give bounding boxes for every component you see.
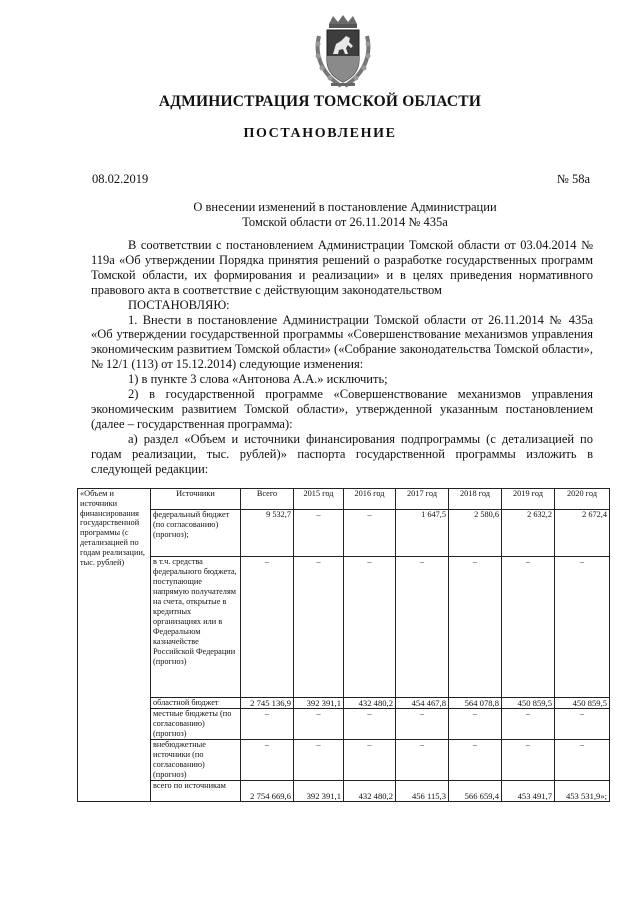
body-paragraph: 1. Внести в постановление Администрации Томской области от 26.11.2014 № 435а «Об утверждении государственной программы «Совершенствование механизмов управления экономическим развитием Томской области» («Собрание законодательства Томской области», № 12/1 (113) от 15.12.2014) следующие изменения: bbox=[91, 312, 593, 372]
value-cell: – bbox=[344, 557, 396, 698]
value-cell: – bbox=[241, 709, 294, 740]
value-cell: – bbox=[344, 740, 396, 781]
source-cell: местные бюджеты (по согласованию) (прогноз) bbox=[151, 709, 241, 740]
table-row bbox=[78, 709, 610, 740]
body-paragraph: ПОСТАНОВЛЯЮ: bbox=[128, 297, 230, 312]
document-date: 08.02.2019 bbox=[92, 172, 149, 186]
source-cell: областной бюджет bbox=[151, 698, 241, 709]
value-cell: 2 754 669,6 bbox=[241, 781, 294, 802]
value-cell: – bbox=[555, 740, 610, 781]
value-cell: – bbox=[555, 557, 610, 698]
value-cell: – bbox=[502, 709, 555, 740]
organization-title: АДМИНИСТРАЦИЯ ТОМСКОЙ ОБЛАСТИ bbox=[158, 93, 482, 110]
financing-table bbox=[77, 488, 610, 802]
table-row bbox=[78, 740, 610, 781]
subject-line: Томской области от 26.11.2014 № 435а bbox=[242, 215, 448, 229]
value-cell: 450 859,5 bbox=[502, 698, 555, 709]
body-paragraph: а) раздел «Объем и источники финансирования подпрограммы (с детализацией по годам реализации, тыс. рублей)» паспорта государственной программы изложить в следующей редакции: bbox=[91, 431, 593, 476]
table-header-cell: 2020 год bbox=[555, 489, 610, 510]
value-cell: – bbox=[344, 709, 396, 740]
document-body bbox=[91, 238, 593, 477]
value-cell: 9 532,7 bbox=[241, 510, 294, 557]
table-header-cell: Всего bbox=[241, 489, 294, 510]
table-header-cell: 2015 год bbox=[294, 489, 344, 510]
value-cell: 456 115,3 bbox=[396, 781, 449, 802]
value-cell: 453 531,9»; bbox=[555, 781, 610, 802]
value-cell: – bbox=[396, 740, 449, 781]
table-lead-cell: «Объем и источники финансирования государственной программы (с детализацией по годам реализации, тыс. рублей) bbox=[78, 489, 151, 802]
value-cell: – bbox=[241, 557, 294, 698]
table-row bbox=[78, 781, 610, 802]
value-cell: 2 745 136,9 bbox=[241, 698, 294, 709]
subject-line: О внесении изменений в постановление Администрации bbox=[193, 200, 497, 214]
value-cell: 432 480,2 bbox=[344, 781, 396, 802]
table-header-cell: Источники bbox=[151, 489, 241, 510]
value-cell: 453 491,7 bbox=[502, 781, 555, 802]
table-row bbox=[78, 698, 610, 709]
table-header-cell: 2018 год bbox=[449, 489, 502, 510]
table-header-row bbox=[78, 489, 610, 510]
value-cell: 1 647,5 bbox=[396, 510, 449, 557]
body-paragraph: В соответствии с постановлением Администрации Томской области от 03.04.2014 № 119а «Об утверждении Порядка принятия решений о разработке государственных программ Томской области, их формирования и реализации» и в целях приведения нормативного правового акта в соответствие с действующим законодательством bbox=[91, 238, 593, 297]
value-cell: – bbox=[396, 557, 449, 698]
value-cell: – bbox=[241, 740, 294, 781]
value-cell: 392 391,1 bbox=[294, 698, 344, 709]
document-number: № 58а bbox=[556, 172, 590, 186]
table-header-cell: 2017 год bbox=[396, 489, 449, 510]
value-cell: – bbox=[555, 709, 610, 740]
value-cell: 450 859,5 bbox=[555, 698, 610, 709]
source-cell: федеральный бюджет (по согласованию) (прогноз); bbox=[151, 510, 241, 557]
value-cell: – bbox=[396, 709, 449, 740]
value-cell: 2 672,4 bbox=[555, 510, 610, 557]
value-cell: 564 078,8 bbox=[449, 698, 502, 709]
value-cell: 432 480,2 bbox=[344, 698, 396, 709]
value-cell: – bbox=[294, 510, 344, 557]
value-cell: – bbox=[449, 740, 502, 781]
value-cell: – bbox=[294, 740, 344, 781]
value-cell: 2 580,6 bbox=[449, 510, 502, 557]
value-cell: – bbox=[502, 557, 555, 698]
value-cell: – bbox=[502, 740, 555, 781]
table-header-cell: 2016 год bbox=[344, 489, 396, 510]
body-paragraph: 2) в государственной программе «Совершенствование механизмов управления экономическим развитием Томской области», утвержденной указанным постановлением (далее – государственная программа): bbox=[91, 387, 593, 431]
table-header-cell: 2019 год bbox=[502, 489, 555, 510]
tomsk-coat-of-arms-icon bbox=[311, 14, 375, 90]
value-cell: 454 467,8 bbox=[396, 698, 449, 709]
table-row bbox=[78, 557, 610, 698]
source-cell: внебюджетные источники (по согласованию) (прогноз) bbox=[151, 740, 241, 781]
value-cell: 566 659,4 bbox=[449, 781, 502, 802]
value-cell: – bbox=[449, 709, 502, 740]
value-cell: – bbox=[294, 557, 344, 698]
body-paragraph: 1) в пункте 3 слова «Антонова А.А.» исключить; bbox=[128, 372, 388, 387]
document-subject bbox=[150, 200, 540, 230]
source-cell: всего по источникам bbox=[151, 781, 241, 802]
table-row bbox=[78, 510, 610, 557]
value-cell: – bbox=[449, 557, 502, 698]
value-cell: – bbox=[344, 510, 396, 557]
value-cell: 2 632,2 bbox=[502, 510, 555, 557]
value-cell: – bbox=[294, 709, 344, 740]
source-cell: в т.ч. средства федерального бюджета, поступающие напрямую получателям на счета, открытые в кредитных организациях или в Федеральном казначействе Российской Федерации (прогноз) bbox=[151, 557, 241, 698]
value-cell: 392 391,1 bbox=[294, 781, 344, 802]
document-type: ПОСТАНОВЛЕНИЕ bbox=[243, 126, 397, 141]
